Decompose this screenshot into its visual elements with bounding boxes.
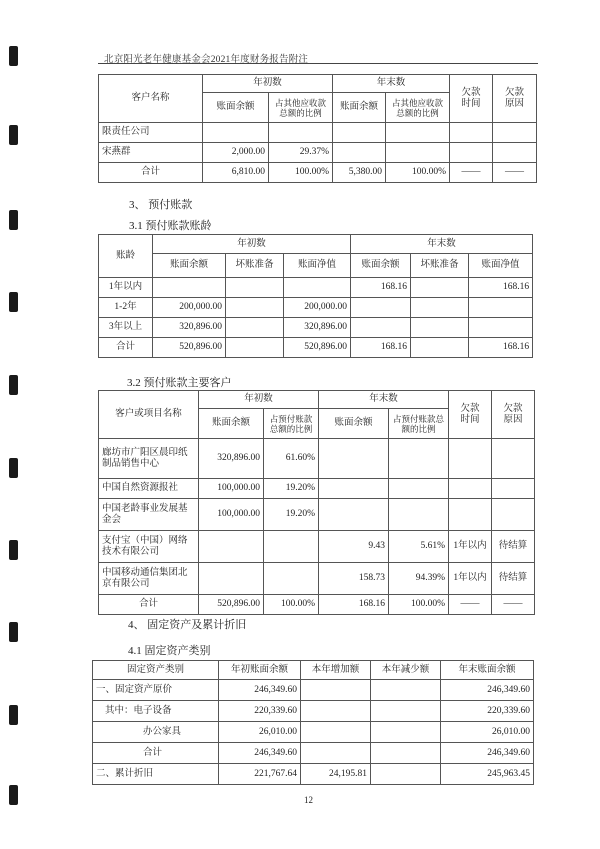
cell-begin-balance: 320,896.00 [153, 318, 226, 338]
col-overdue-reason: 欠款 原因 [493, 75, 537, 123]
table-row [99, 278, 533, 298]
cell-reason [492, 499, 535, 531]
cell-end-balance [351, 298, 411, 318]
cell-begin-ratio [264, 531, 319, 563]
cell-end-ratio [389, 499, 449, 531]
cell-add: 24,195.81 [301, 764, 371, 785]
cell-category: 一、固定资产原价 [93, 680, 219, 701]
sub-ratio: 占预付账款总额的比例 [389, 409, 449, 439]
cell-time [450, 143, 493, 163]
cell-add [301, 701, 371, 722]
cell-end-balance [333, 143, 386, 163]
page-number: 12 [304, 795, 313, 805]
col-customer: 客户名称 [99, 75, 203, 123]
page-header: 北京阳光老年健康基金会2021年度财务报告附注 [104, 55, 309, 65]
cell-begin-balance: 520,896.00 [153, 338, 226, 358]
prepayment-customers-table [98, 390, 535, 615]
cell-begin-bad [226, 298, 284, 318]
cell-end-ratio [389, 479, 449, 499]
cell-begin: 246,349.60 [219, 680, 301, 701]
sub-bad-debt: 坏账准备 [226, 254, 284, 278]
subsection-heading: 3.1 预付账款账龄 [129, 220, 212, 232]
cell-name: 合计 [99, 595, 199, 615]
binding-hole [9, 125, 18, 145]
cell-end-balance: 9.43 [319, 531, 389, 563]
cell-begin-bad [226, 318, 284, 338]
cell-begin-balance: 100,000.00 [199, 479, 264, 499]
cell-end-bad [411, 298, 469, 318]
cell-end-ratio: 100.00% [386, 163, 450, 183]
cell-name: 支付宝（中国）网络技术有限公司 [99, 531, 199, 563]
col-begin: 年初数 [203, 75, 333, 93]
cell-age: 3年以上 [99, 318, 153, 338]
cell-end-ratio [389, 439, 449, 479]
cell-time: —— [449, 595, 492, 615]
cell-begin-balance [153, 278, 226, 298]
table-row [93, 743, 534, 764]
cell-end-balance [319, 479, 389, 499]
sub-balance: 账面余额 [153, 254, 226, 278]
cell-reason [493, 123, 537, 143]
sub-balance: 账面余额 [351, 254, 411, 278]
cell-sub [371, 764, 441, 785]
cell-begin-net: 520,896.00 [284, 338, 351, 358]
cell-sub [371, 701, 441, 722]
cell-category: 二、累计折旧 [93, 764, 219, 785]
cell-end-net: 168.16 [469, 278, 533, 298]
cell-begin-balance: 2,000.00 [203, 143, 269, 163]
other-receivables-table [98, 74, 537, 183]
sub-bad-debt: 坏账准备 [411, 254, 469, 278]
cell-end-balance: 168.16 [351, 338, 411, 358]
cell-end-balance [351, 318, 411, 338]
cell-sub [371, 722, 441, 743]
cell-reason [493, 143, 537, 163]
table-row [93, 680, 534, 701]
cell-end-bad [411, 278, 469, 298]
cell-name: 中国移动通信集团北京有限公司 [99, 563, 199, 595]
cell-end-ratio [386, 143, 450, 163]
cell-end-balance: 168.16 [351, 278, 411, 298]
cell-end: 220,339.60 [441, 701, 534, 722]
cell-begin-ratio: 100.00% [264, 595, 319, 615]
binding-hole [9, 210, 18, 230]
binding-hole [9, 705, 18, 725]
fixed-assets-table [92, 660, 534, 785]
cell-begin-bad [226, 338, 284, 358]
cell-reason [492, 439, 535, 479]
cell-age: 1-2年 [99, 298, 153, 318]
cell-end-net: 168.16 [469, 338, 533, 358]
cell-time [449, 499, 492, 531]
table-row [99, 338, 533, 358]
cell-category: 合计 [93, 743, 219, 764]
sub-ratio: 占其他应收款总额的比例 [269, 93, 333, 123]
sub-ratio: 占其他应收款总额的比例 [386, 93, 450, 123]
cell-add [301, 680, 371, 701]
cell-end-balance [333, 123, 386, 143]
col-age: 账龄 [99, 235, 153, 278]
cell-name: 中国老龄事业发展基金会 [99, 499, 199, 531]
cell-begin-bad [226, 278, 284, 298]
cell-begin-net [284, 278, 351, 298]
cell-end: 26,010.00 [441, 722, 534, 743]
table-row [99, 479, 535, 499]
col-end: 年末数 [319, 391, 449, 409]
binding-hole [9, 540, 18, 560]
cell-age: 1年以内 [99, 278, 153, 298]
table-row [99, 563, 535, 595]
cell-end-ratio: 94.39% [389, 563, 449, 595]
cell-end-balance: 5,380.00 [333, 163, 386, 183]
cell-end-ratio: 5.61% [389, 531, 449, 563]
section-heading: 3、 预付账款 [129, 199, 193, 211]
cell-end-balance: 168.16 [319, 595, 389, 615]
binding-hole [9, 622, 18, 642]
table-row [99, 298, 533, 318]
binding-hole [9, 46, 18, 66]
binding-hole [9, 292, 18, 312]
section-heading: 4、 固定资产及累计折旧 [128, 619, 247, 631]
cell-name: 中国自然资源报社 [99, 479, 199, 499]
table-row [99, 143, 537, 163]
cell-time: 1年以内 [449, 563, 492, 595]
col-end: 年末账面余额 [441, 661, 534, 680]
cell-begin-ratio: 19.20% [264, 479, 319, 499]
table-row [99, 123, 537, 143]
binding-hole [9, 375, 18, 395]
cell-begin-ratio: 61.60% [264, 439, 319, 479]
cell-time: —— [450, 163, 493, 183]
sub-balance: 账面余额 [199, 409, 264, 439]
binding-hole [9, 458, 18, 478]
cell-begin-balance [203, 123, 269, 143]
cell-end: 245,963.45 [441, 764, 534, 785]
cell-begin: 246,349.60 [219, 743, 301, 764]
cell-begin-balance: 100,000.00 [199, 499, 264, 531]
sub-net: 账面净值 [469, 254, 533, 278]
subsection-heading: 3.2 预付账款主要客户 [127, 377, 232, 389]
col-sub: 本年减少额 [371, 661, 441, 680]
cell-end-net [469, 318, 533, 338]
cell-end-ratio [386, 123, 450, 143]
cell-begin-balance: 520,896.00 [199, 595, 264, 615]
col-overdue-time: 欠款 时间 [450, 75, 493, 123]
prepayment-aging-table [98, 234, 533, 358]
col-category: 固定资产类别 [93, 661, 219, 680]
table-row [99, 163, 537, 183]
cell-name: 限责任公司 [99, 123, 203, 143]
cell-end-net [469, 298, 533, 318]
cell-begin: 221,767.64 [219, 764, 301, 785]
sub-balance: 账面余额 [333, 93, 386, 123]
cell-name: 廊坊市广阳区晨印纸制品销售中心 [99, 439, 199, 479]
cell-reason [492, 479, 535, 499]
col-end: 年末数 [351, 235, 533, 254]
header-rule [98, 63, 538, 64]
table-row [99, 318, 533, 338]
cell-time [450, 123, 493, 143]
cell-name: 合计 [99, 163, 203, 183]
cell-begin-ratio: 19.20% [264, 499, 319, 531]
cell-begin-balance [199, 531, 264, 563]
cell-time [449, 479, 492, 499]
table-row [93, 722, 534, 743]
cell-category: 其中：电子设备 [93, 701, 219, 722]
cell-reason: —— [492, 595, 535, 615]
col-begin: 年初数 [153, 235, 351, 254]
cell-reason: —— [493, 163, 537, 183]
cell-reason: 待结算 [492, 563, 535, 595]
cell-reason: 待结算 [492, 531, 535, 563]
col-begin: 年初账面余额 [219, 661, 301, 680]
binding-hole [9, 785, 18, 805]
cell-time: 1年以内 [449, 531, 492, 563]
cell-end-bad [411, 338, 469, 358]
cell-begin-ratio [264, 563, 319, 595]
col-overdue-time: 欠款 时间 [449, 391, 492, 439]
cell-end-balance [319, 499, 389, 531]
cell-begin-ratio: 100.00% [269, 163, 333, 183]
col-add: 本年增加额 [301, 661, 371, 680]
cell-begin-balance [199, 563, 264, 595]
cell-sub [371, 743, 441, 764]
cell-begin-net: 200,000.00 [284, 298, 351, 318]
cell-end: 246,349.60 [441, 743, 534, 764]
table-row [99, 531, 535, 563]
sub-balance: 账面余额 [319, 409, 389, 439]
table-row [99, 499, 535, 531]
cell-sub [371, 680, 441, 701]
subsection-heading: 4.1 固定资产类别 [128, 645, 211, 657]
cell-begin-balance: 320,896.00 [199, 439, 264, 479]
col-end: 年末数 [333, 75, 450, 93]
cell-add [301, 722, 371, 743]
cell-end-bad [411, 318, 469, 338]
table-row [93, 764, 534, 785]
cell-age: 合计 [99, 338, 153, 358]
sub-net: 账面净值 [284, 254, 351, 278]
cell-begin-balance: 6,810.00 [203, 163, 269, 183]
cell-begin: 26,010.00 [219, 722, 301, 743]
col-begin: 年初数 [199, 391, 319, 409]
col-customer: 客户或项目名称 [99, 391, 199, 439]
cell-end-ratio: 100.00% [389, 595, 449, 615]
sub-ratio: 占预付账款总额的比例 [264, 409, 319, 439]
cell-time [449, 439, 492, 479]
sub-balance: 账面余额 [203, 93, 269, 123]
cell-end-balance [319, 439, 389, 479]
cell-name: 宋燕群 [99, 143, 203, 163]
cell-begin: 220,339.60 [219, 701, 301, 722]
table-row [99, 595, 535, 615]
cell-begin-ratio: 29.37% [269, 143, 333, 163]
table-row [99, 439, 535, 479]
cell-begin-ratio [269, 123, 333, 143]
col-overdue-reason: 欠款 原因 [492, 391, 535, 439]
cell-end: 246,349.60 [441, 680, 534, 701]
cell-category: 办公家具 [93, 722, 219, 743]
cell-end-balance: 158.73 [319, 563, 389, 595]
cell-begin-balance: 200,000.00 [153, 298, 226, 318]
cell-add [301, 743, 371, 764]
table-row [93, 701, 534, 722]
cell-begin-net: 320,896.00 [284, 318, 351, 338]
